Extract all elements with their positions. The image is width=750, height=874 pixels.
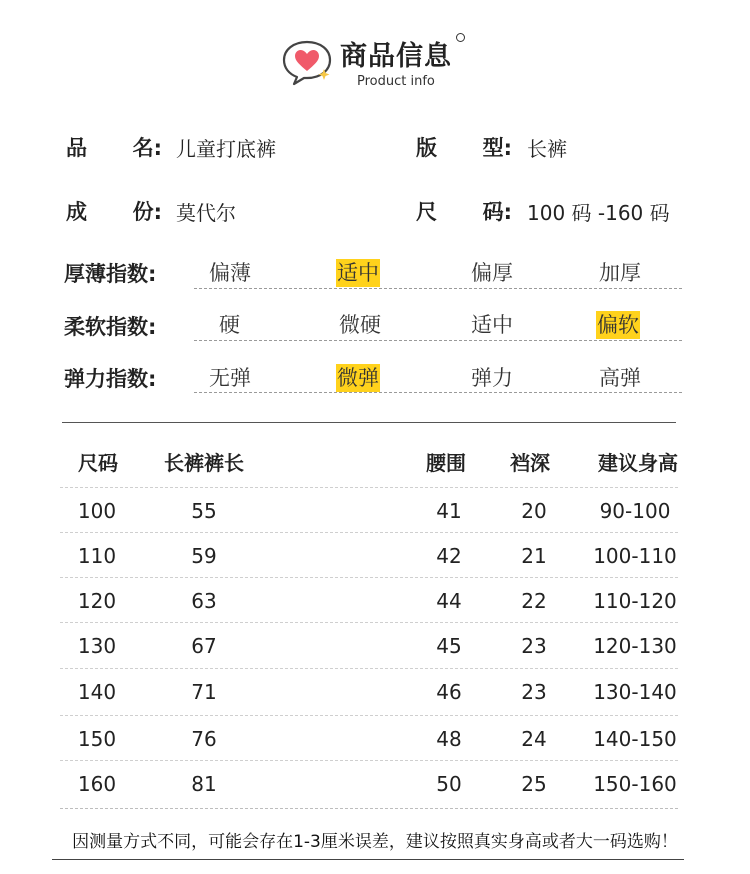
cell-length: 55 — [191, 499, 217, 523]
cell-rise: 21 — [521, 544, 547, 568]
cell-waist: 42 — [436, 544, 462, 568]
section-subtitle: Product info — [357, 74, 435, 89]
table-row — [60, 487, 678, 532]
info-row-material — [0, 196, 750, 226]
heart-speech-bubble-icon — [280, 38, 334, 86]
cell-height: 150-160 — [593, 772, 677, 796]
cell-height: 120-130 — [593, 634, 677, 658]
softness-dashed-line — [194, 340, 682, 341]
section-title: 商品信息 — [340, 41, 452, 72]
softness-option: 适中 — [471, 313, 513, 337]
cell-size: 100 — [77, 499, 117, 523]
thickness-index-label: 厚薄指数: — [64, 262, 157, 286]
material-label-char-1: 成 — [66, 200, 87, 224]
size-range-label — [416, 196, 512, 226]
colon: : — [153, 200, 162, 224]
style-label — [416, 132, 512, 162]
style-value: 长裤 — [527, 137, 567, 161]
cell-rise: 23 — [521, 634, 547, 658]
cell-length: 71 — [191, 680, 217, 704]
size-label-char-2 — [483, 196, 512, 226]
note-underline — [52, 859, 684, 860]
style-label-char-1: 版 — [416, 136, 437, 160]
table-row — [60, 760, 678, 805]
cell-rise: 23 — [521, 680, 547, 704]
elasticity-option: 弹力 — [471, 366, 513, 390]
cell-rise: 25 — [521, 772, 547, 796]
thickness-option: 加厚 — [599, 261, 641, 285]
section-divider — [62, 422, 676, 423]
material-label-char-2-text: 份 — [132, 200, 154, 224]
cell-height: 90-100 — [599, 499, 671, 523]
info-row-name — [0, 132, 750, 162]
column-header-waist: 腰围 — [426, 451, 466, 475]
colon: : — [503, 136, 512, 160]
cell-waist: 46 — [436, 680, 462, 704]
table-row — [60, 668, 678, 713]
cell-waist: 45 — [436, 634, 462, 658]
degree-dot-icon — [456, 33, 465, 42]
softness-option: 硬 — [219, 313, 240, 337]
cell-waist: 41 — [436, 499, 462, 523]
elasticity-index-label: 弹力指数: — [64, 367, 157, 391]
softness-option: 微硬 — [339, 313, 381, 337]
table-bottom-line — [60, 808, 678, 809]
style-label-char-2 — [483, 132, 512, 162]
cell-size: 120 — [77, 589, 117, 613]
softness-option-selected: 偏软 — [597, 313, 639, 337]
cell-length: 67 — [191, 634, 217, 658]
thickness-option: 偏厚 — [471, 261, 513, 285]
material-label-char-2 — [133, 196, 162, 226]
size-label-char-2-text: 码 — [482, 200, 504, 224]
cell-rise: 20 — [521, 499, 547, 523]
measurement-note: 因测量方式不同，可能会存在1-3厘米误差，建议按照真实身高或者大一码选购！ — [72, 832, 678, 852]
cell-rise: 22 — [521, 589, 547, 613]
size-range-value: 100 码 -160 码 — [527, 201, 670, 225]
cell-rise: 24 — [521, 727, 547, 751]
material-value: 莫代尔 — [176, 201, 236, 225]
cell-size: 140 — [77, 680, 117, 704]
colon: : — [153, 136, 162, 160]
cell-waist: 50 — [436, 772, 462, 796]
cell-size: 130 — [77, 634, 117, 658]
table-row — [60, 715, 678, 760]
cell-length: 81 — [191, 772, 217, 796]
name-label-char-2 — [133, 132, 162, 162]
elasticity-option: 无弹 — [209, 366, 251, 390]
cell-waist: 44 — [436, 589, 462, 613]
column-header-length: 长裤裤长 — [164, 451, 244, 475]
cell-height: 130-140 — [593, 680, 677, 704]
cell-length: 76 — [191, 727, 217, 751]
cell-length: 59 — [191, 544, 217, 568]
elasticity-option-selected: 微弹 — [337, 366, 379, 390]
column-header-size: 尺码 — [78, 451, 118, 475]
cell-size: 160 — [77, 772, 117, 796]
softness-index-label: 柔软指数: — [64, 315, 157, 339]
cell-height: 110-120 — [593, 589, 677, 613]
column-header-rise: 裆深 — [510, 451, 550, 475]
name-label-char-1: 品 — [66, 136, 87, 160]
colon: : — [503, 200, 512, 224]
thickness-option-selected: 适中 — [337, 261, 379, 285]
elasticity-dashed-line — [194, 392, 682, 393]
elasticity-option: 高弹 — [599, 366, 641, 390]
style-label-char-2-text: 型 — [482, 136, 504, 160]
cell-waist: 48 — [436, 727, 462, 751]
cell-length: 63 — [191, 589, 217, 613]
table-row — [60, 577, 678, 622]
thickness-option: 偏薄 — [209, 261, 251, 285]
material-label — [66, 196, 162, 226]
column-header-height: 建议身高 — [598, 451, 678, 475]
cell-size: 110 — [77, 544, 117, 568]
table-row — [60, 622, 678, 667]
cell-height: 140-150 — [593, 727, 677, 751]
name-label — [66, 132, 162, 162]
name-label-char-2-text: 名 — [132, 136, 154, 160]
table-row — [60, 532, 678, 577]
thickness-dashed-line — [194, 288, 682, 289]
cell-height: 100-110 — [593, 544, 677, 568]
cell-size: 150 — [77, 727, 117, 751]
name-value: 儿童打底裤 — [176, 137, 276, 161]
size-label-char-1: 尺 — [416, 200, 437, 224]
